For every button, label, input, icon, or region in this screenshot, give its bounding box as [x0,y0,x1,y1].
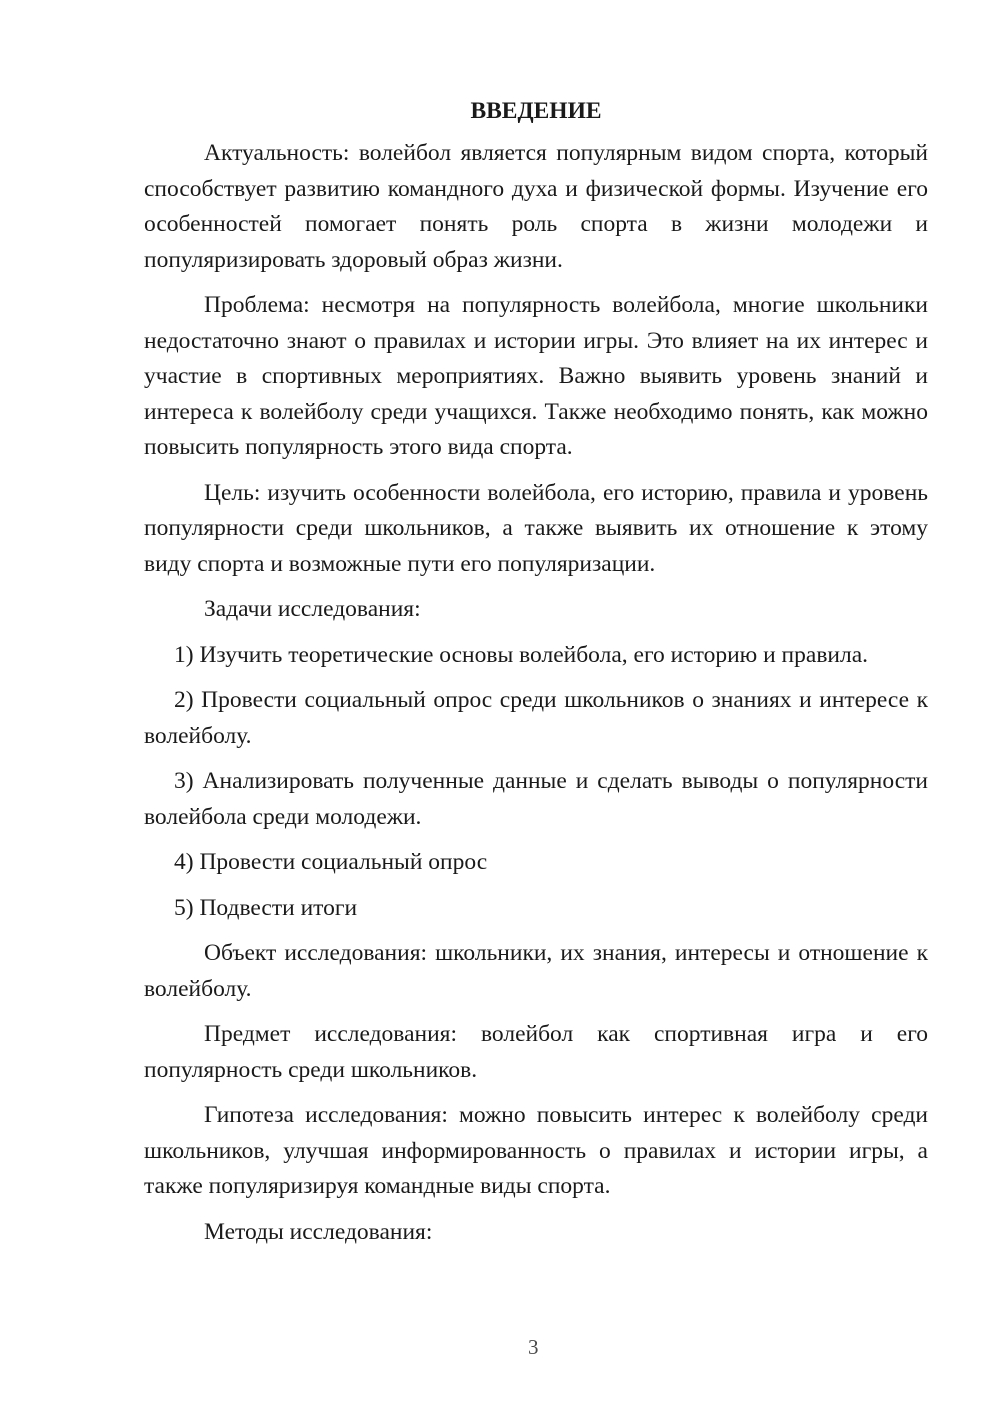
paragraph-hypothesis: Гипотеза исследования: можно повысить интерес к волейболу среди школьников, улучшая информированность о правилах и истории игры, а также популяризируя командные виды спорта. [144,1102,928,1199]
task-item-5: 5) Подвести итоги [174,894,358,921]
paragraph-object: Объект исследования: школьники, их знания, интересы и отношение к волейболу. [144,940,928,1002]
paragraph-problem: Проблема: несмотря на популярность волейбола, многие школьники недостаточно знают о правилах и истории игры. Это влияет на их интерес и участие в спортивных мероприятиях. Важно выявить уровень знаний и интереса к волейболу среди учащихся. Также необходимо понять, как можно повысить популярность этого вида спорта. [144,292,928,460]
paragraph-relevance: Актуальность: волейбол является популярным видом спорта, который способствует развитию командного духа и физической формы. Изучение его особенностей помогает понять роль спорта в жизни молодежи и популяризировать здоровый образ жизни. [144,140,928,273]
task-item-3: 3) Анализировать полученные данные и сделать выводы о популярности волейбола среди молодежи. [144,768,928,830]
page-number: 3 [528,1335,539,1359]
paragraph-subject: Предмет исследования: волейбол как спортивная игра и его популярность среди школьников. [144,1021,928,1083]
paragraph-tasks-heading: Задачи исследования: [204,596,421,622]
page-body [144,94,928,1260]
page-title: ВВЕДЕНИЕ [470,98,602,124]
task-item-4: 4) Провести социальный опрос [174,849,488,875]
task-item-2: 2) Провести социальный опрос среди школьников о знаниях и интересе к волейболу. [144,687,928,749]
paragraph-goal: Цель: изучить особенности волейбола, его историю, правила и уровень популярности среди школьников, а также выявить их отношение к этому виду спорта и возможные пути его популяризации. [144,479,928,577]
paragraph-methods: Методы исследования: [204,1218,433,1245]
task-item-1: 1) Изучить теоретические основы волейбола, его историю и правила. [174,641,869,668]
